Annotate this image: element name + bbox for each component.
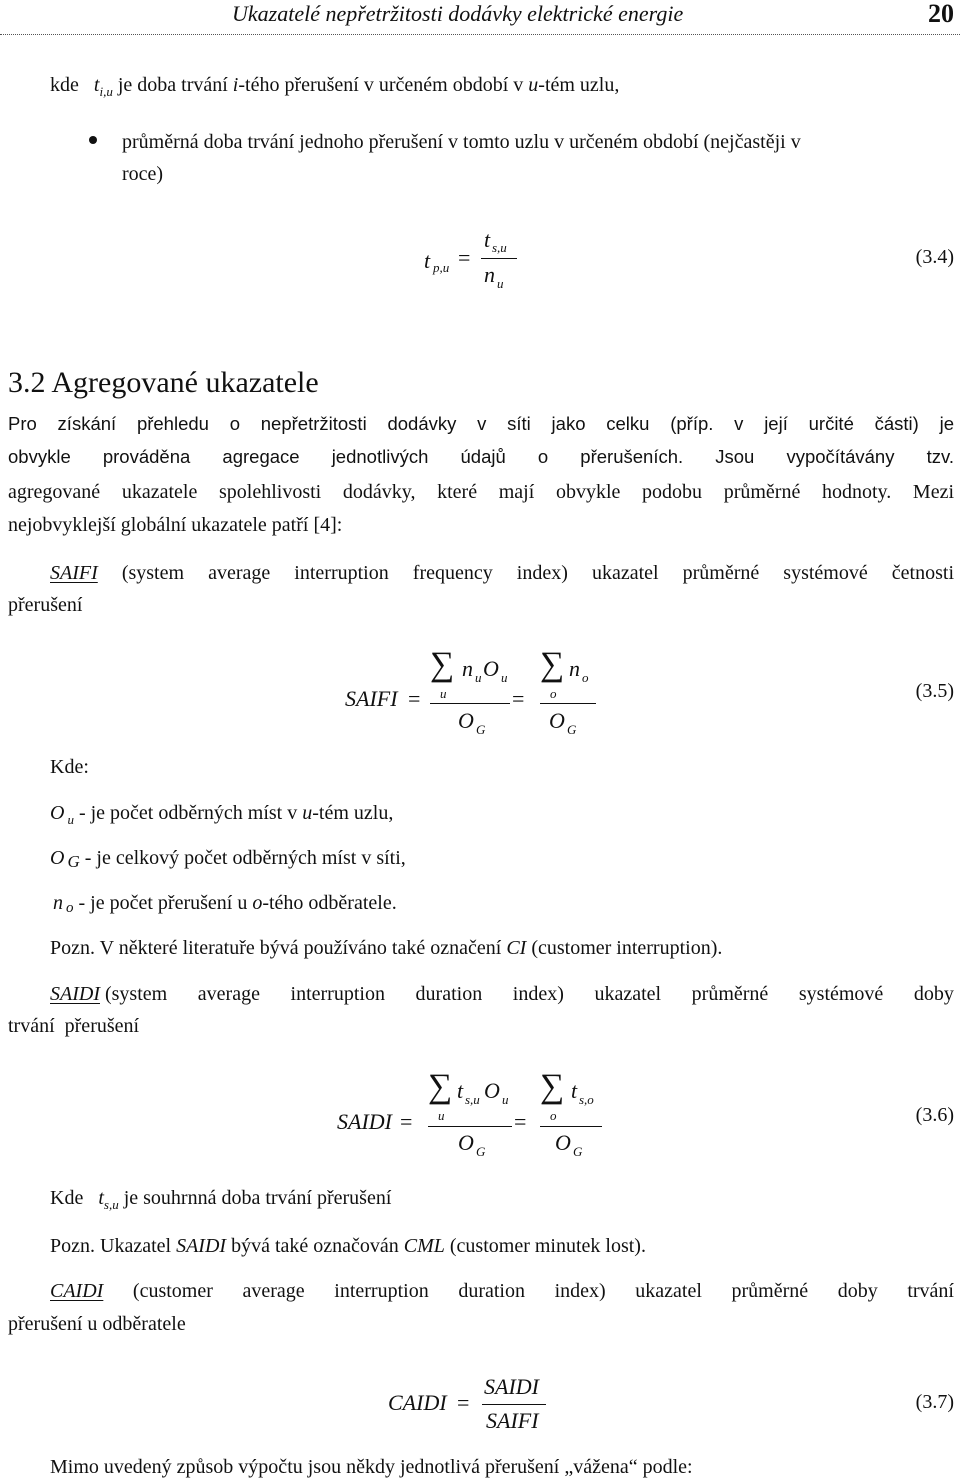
- bullet-icon: [89, 136, 97, 144]
- paragraph-line: Pro získání přehledu o nepřetržitosti dodávky v síti jako celku (příp. v její určité části) je: [8, 413, 954, 434]
- definition-og: O G - je celkový počet odběrných míst v síti,: [50, 847, 406, 871]
- saifi-definition-line1: SAIFI (system average interruption frequency index) ukazatel průměrné systémové četnosti: [50, 562, 954, 584]
- fraction-bar: [540, 1126, 602, 1127]
- paragraph-line: obvykle prováděna agregace jednotlivých údajů o přerušeních. Jsou vypočítávány tzv.: [8, 446, 954, 467]
- definition-ou: O $_u$ - je počet odběrných míst v u-tém uzlu,: [50, 802, 394, 827]
- intro-line: kde $t_{i,u}$ je doba trvání i-tého přerušení v určeném období v u-tém uzlu,: [50, 74, 620, 99]
- equation-number: (3.5): [915, 680, 954, 702]
- fraction-bar: [430, 703, 510, 704]
- paragraph-line: agregované ukazatele spolehlivosti dodávky, které mají obvykle podobu průměrné hodnoty. Mezi: [8, 481, 954, 503]
- fraction-bar: [481, 258, 517, 259]
- saidi-term: SAIDI: [50, 983, 100, 1005]
- page-header: [0, 0, 960, 34]
- equation-number: (3.4): [915, 246, 954, 268]
- kde-label: Kde:: [50, 756, 89, 778]
- running-title: Ukazatelé nepřetržitosti dodávky elektrické energie: [232, 1, 684, 26]
- note-ci: Pozn. V některé literatuře bývá používáno také označení CI (customer interruption).: [50, 937, 723, 959]
- page-number: 20: [928, 0, 954, 28]
- fraction-bar: [428, 1126, 512, 1127]
- paragraph-line: nejobvyklejší globální ukazatele patří [4]:: [8, 514, 343, 536]
- fraction-bar: [482, 1404, 546, 1405]
- bullet-text-line2: roce): [122, 163, 164, 185]
- saidi-definition-line2: trvání přerušení: [8, 1015, 140, 1037]
- equation-number: (3.6): [915, 1104, 954, 1126]
- saifi-definition-line2: přerušení: [8, 594, 83, 616]
- caidi-definition-line1: CAIDI (customer average interruption duration index) ukazatel průměrné doby trvání: [50, 1280, 954, 1302]
- closing-line: Mimo uvedený způsob výpočtu jsou někdy jednotlivá přerušení „vážena“ podle:: [50, 1456, 693, 1478]
- header-rule: [0, 34, 960, 35]
- note-cml: Pozn. Ukazatel SAIDI bývá také označován CML (customer minutek lost).: [50, 1235, 646, 1257]
- saidi-definition-line1: SAIDI (system average interruption duration index) ukazatel průměrné systémové doby: [50, 983, 954, 1005]
- caidi-definition-line2: přerušení u odběratele: [8, 1313, 186, 1335]
- equation-number: (3.7): [915, 1391, 954, 1413]
- fraction-bar: [540, 703, 596, 704]
- section-heading: 3.2 Agregované ukazatele: [8, 366, 319, 399]
- bullet-text-line1: průměrná doba trvání jednoho přerušení v tomto uzlu v určeném období (nejčastěji v: [122, 131, 801, 153]
- saidi-kde-line: Kde $t_{s,u}$ je souhrnná doba trvání přerušení: [50, 1187, 392, 1212]
- saifi-term: SAIFI: [50, 562, 98, 584]
- definition-no: n $_o$ - je počet přerušení u o-tého odběratele.: [53, 892, 397, 916]
- caidi-term: CAIDI: [50, 1280, 104, 1302]
